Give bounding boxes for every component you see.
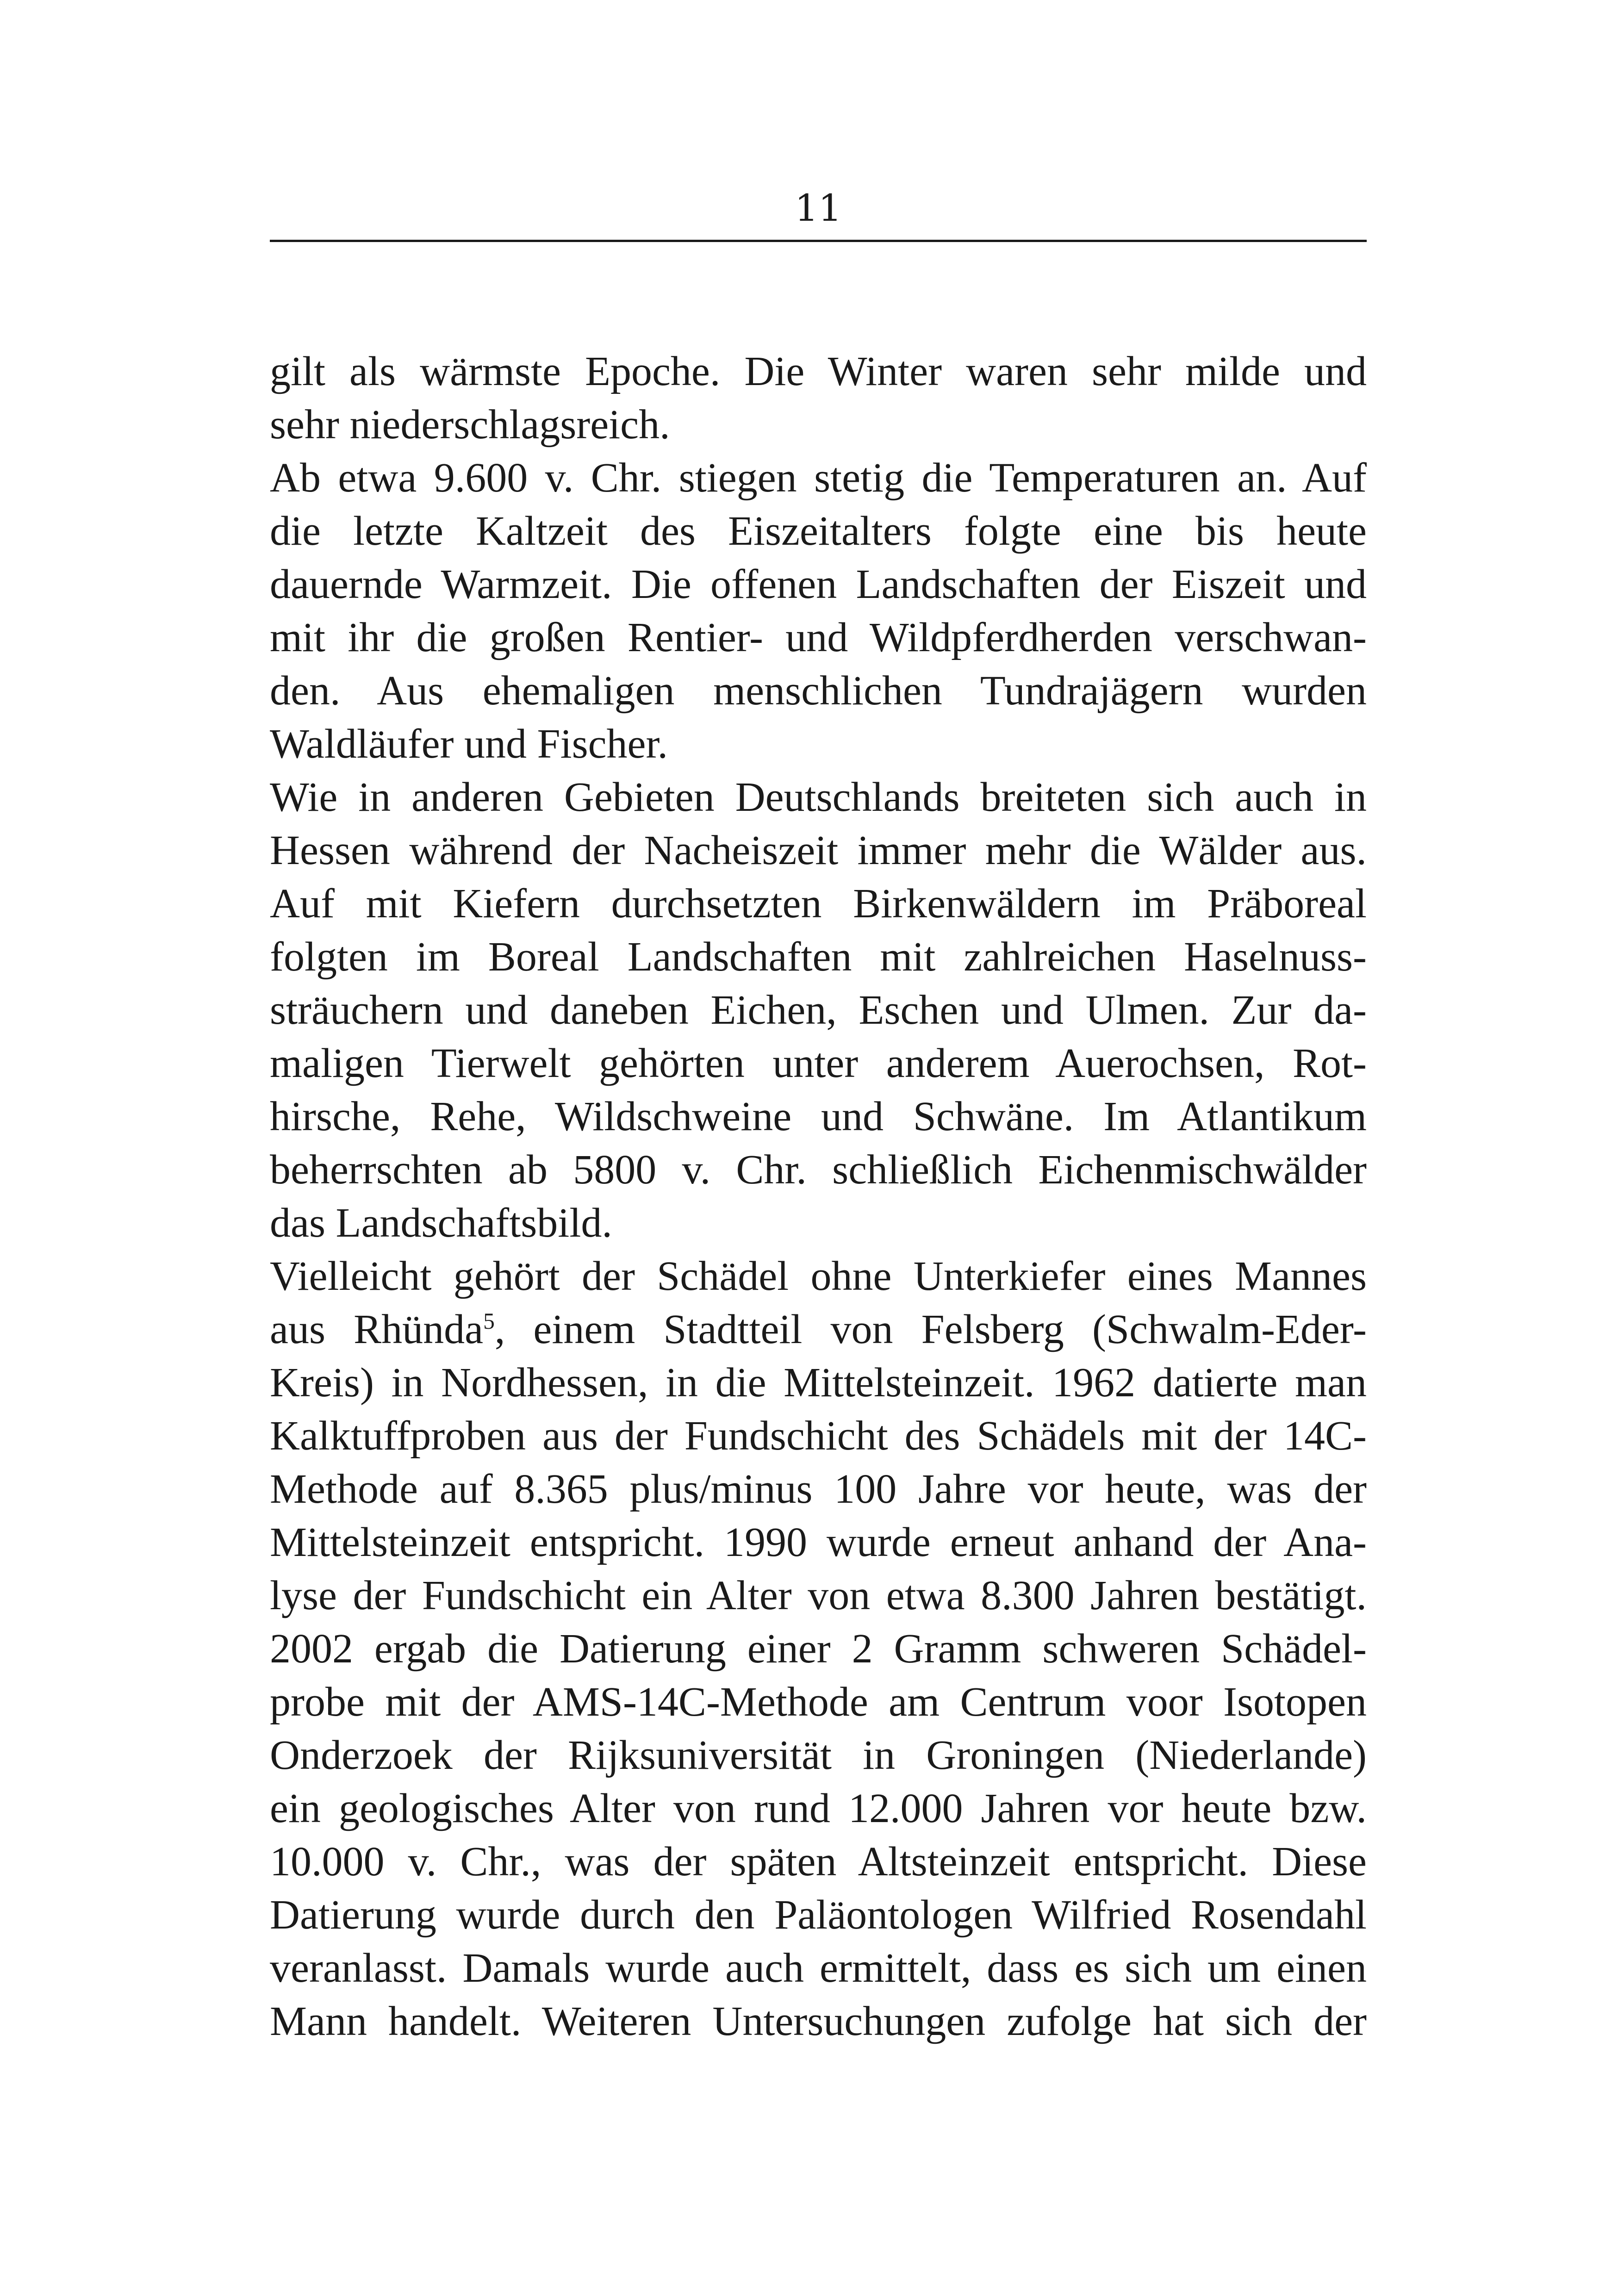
text-line: folgten im Boreal Landschaften mit zahlreichen Haselnuss-	[270, 934, 1367, 980]
text-line: Kalktuffproben aus der Fundschicht des Schädels mit der 14C-	[270, 1413, 1367, 1459]
text-line: Wie in anderen Gebieten Deutschlands breiteten sich auch in	[270, 774, 1367, 820]
text-line: Ab etwa 9.600 v. Chr. stiegen stetig die Temperaturen an. Auf	[270, 455, 1367, 501]
text-line: Kreis) in Nordhessen, in die Mittelsteinzeit. 1962 datierte man	[270, 1360, 1367, 1406]
text-line: Onderzoek der Rijksuniversität in Groningen (Niederlande)	[270, 1732, 1367, 1778]
footnote-reference[interactable]: 5	[483, 1308, 495, 1334]
text-line: veranlasst. Damals wurde auch ermittelt, dass es sich um einen	[270, 1945, 1367, 1991]
text-segment: aus Rhünda	[270, 1307, 484, 1352]
text-line: ein geologisches Alter von rund 12.000 Jahren vor heute bzw.	[270, 1786, 1367, 1831]
text-segment: , einem Stadtteil von Felsberg (Schwalm-Eder-	[494, 1307, 1367, 1352]
text-line-with-footnote	[270, 1303, 1367, 1356]
text-line: mit ihr die großen Rentier- und Wildpferdherden verschwan-	[270, 615, 1367, 660]
text-line: gilt als wärmste Epoche. Die Winter waren sehr milde und	[270, 348, 1367, 394]
text-line: probe mit der AMS-14C-Methode am Centrum voor Isotopen	[270, 1679, 1367, 1725]
text-line: hirsche, Rehe, Wildschweine und Schwäne. Im Atlantikum	[270, 1094, 1367, 1139]
text-line: sträuchern und daneben Eichen, Eschen und Ulmen. Zur da-	[270, 987, 1367, 1033]
header-rule	[270, 240, 1367, 242]
text-line: 2002 ergab die Datierung einer 2 Gramm schweren Schädel-	[270, 1626, 1367, 1672]
text-line: Mann handelt. Weiteren Untersuchungen zufolge hat sich der	[270, 1998, 1367, 2044]
body-text	[270, 345, 1367, 2048]
text-line: sehr niederschlagsreich.	[270, 402, 670, 448]
text-line: Waldläufer und Fischer.	[270, 721, 668, 767]
text-line: beherrschten ab 5800 v. Chr. schließlich Eichenmischwälder	[270, 1147, 1367, 1193]
text-line: die letzte Kaltzeit des Eiszeitalters folgte eine bis heute	[270, 508, 1367, 554]
text-line: maligen Tierwelt gehörten unter anderem Auerochsen, Rot-	[270, 1040, 1367, 1086]
page-number: 11	[795, 187, 842, 230]
text-line: Hessen während der Nacheiszeit immer mehr die Wälder aus.	[270, 828, 1367, 873]
text-line: den. Aus ehemaligen menschlichen Tundrajägern wurden	[270, 668, 1367, 714]
text-line: Vielleicht gehört der Schädel ohne Unterkiefer eines Mannes	[270, 1253, 1367, 1299]
text-line: lyse der Fundschicht ein Alter von etwa 8.300 Jahren bestätigt.	[270, 1573, 1367, 1618]
text-line: Auf mit Kiefern durchsetzten Birkenwäldern im Präboreal	[270, 881, 1367, 927]
text-line: 10.000 v. Chr., was der späten Altsteinzeit entspricht. Diese	[270, 1839, 1367, 1885]
text-line: dauernde Warmzeit. Die offenen Landschaften der Eiszeit und	[270, 561, 1367, 607]
text-line: das Landschaftsbild.	[270, 1200, 612, 1246]
text-line: Datierung wurde durch den Paläontologen Wilfried Rosendahl	[270, 1892, 1367, 1938]
text-line: Mittelsteinzeit entspricht. 1990 wurde erneut anhand der Ana-	[270, 1519, 1367, 1565]
text-line: Methode auf 8.365 plus/minus 100 Jahre vor heute, was der	[270, 1466, 1367, 1512]
